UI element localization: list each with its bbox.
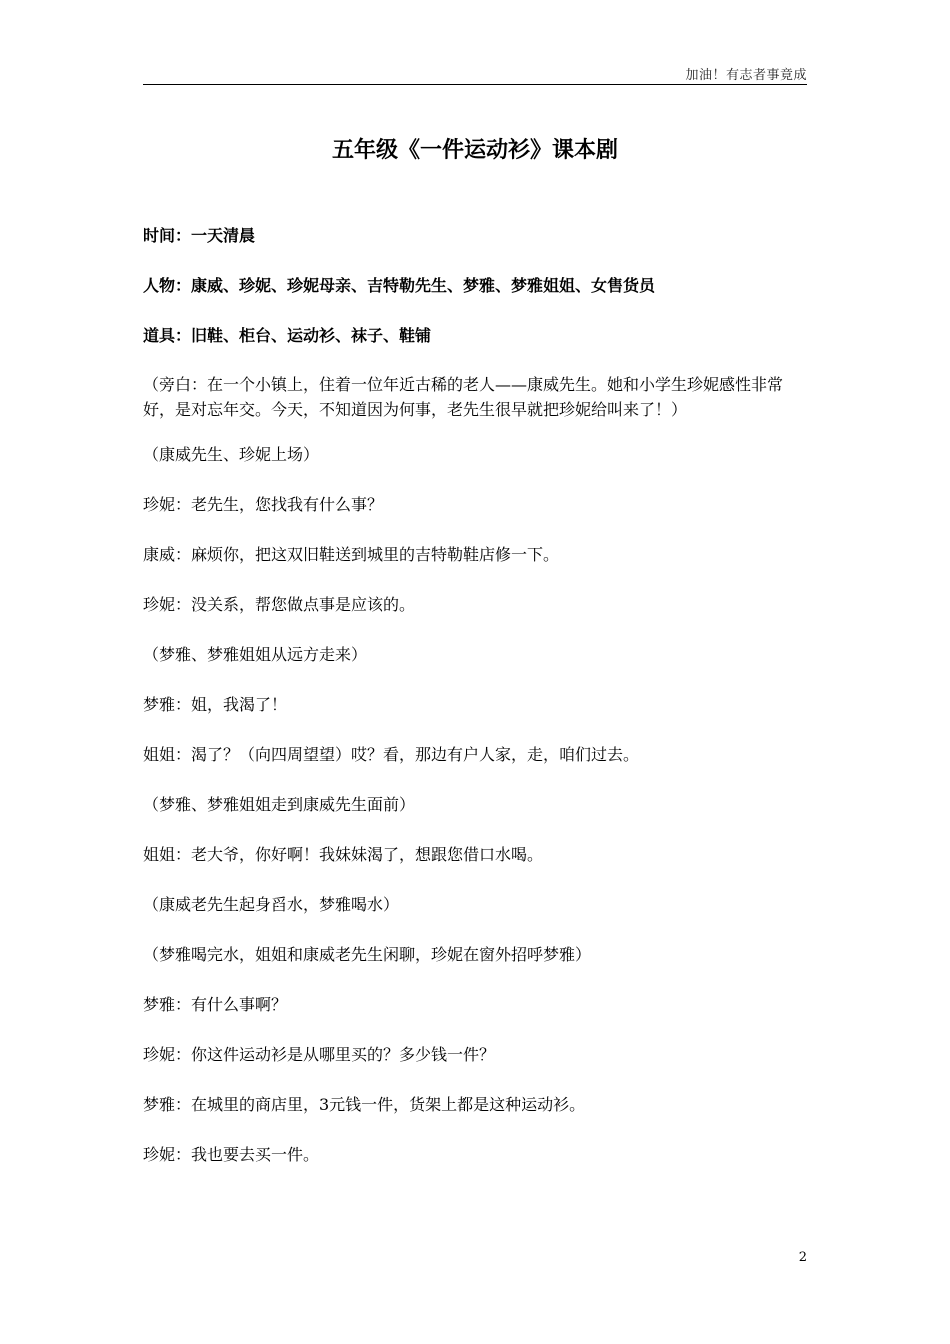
meta-characters: [143, 272, 807, 300]
page-number: 2: [798, 1250, 807, 1265]
script-line: 梦雅：姐，我渴了！: [143, 695, 288, 714]
script-line: 珍妮：老先生，您找我有什么事？: [143, 495, 384, 514]
meta-characters-label: 人物：: [143, 276, 192, 295]
meta-characters-value: 康威、珍妮、珍妮母亲、吉特勒先生、梦雅、梦雅姐姐、女售货员: [191, 276, 656, 295]
document-body: [143, 222, 807, 1192]
header-motto: 加油！有志者事竟成: [685, 68, 807, 83]
meta-props: [143, 322, 807, 350]
meta-time: [143, 222, 807, 250]
script-line: （梦雅、梦雅姐姐从远方走来）: [143, 645, 368, 664]
script-line: 梦雅：在城里的商店里，3元钱一件，货架上都是这种运动衫。: [143, 1095, 586, 1114]
script-line: 康威：麻烦你，把这双旧鞋送到城里的吉特勒鞋店修一下。: [143, 545, 560, 564]
header-divider: [143, 84, 807, 85]
narration-paragraph: （旁白：在一个小镇上，住着一位年近古稀的老人——康威先生。她和小学生珍妮感性非常好，是对忘年交。今天，不知道因为何事，老先生很早就把珍妮给叫来了！）: [143, 375, 784, 419]
meta-props-label: 道具：: [143, 326, 192, 345]
script-line: （梦雅、梦雅姐姐走到康威先生面前）: [143, 795, 416, 814]
script-line: （康威先生、珍妮上场）: [143, 445, 320, 464]
meta-props-value: 旧鞋、柜台、运动衫、袜子、鞋铺: [191, 326, 432, 345]
script-line: 姐姐：渴了？（向四周望望）哎？看，那边有户人家，走，咱们过去。: [143, 745, 640, 764]
meta-time-value: 一天清晨: [191, 226, 256, 245]
document-title: 五年级《一件运动衫》课本剧: [331, 138, 618, 163]
script-line: 珍妮：没关系，帮您做点事是应该的。: [143, 595, 416, 614]
meta-time-label: 时间：: [143, 226, 192, 245]
script-line: 梦雅：有什么事啊？: [143, 995, 288, 1014]
script-line: 珍妮：我也要去买一件。: [143, 1145, 320, 1164]
script-line: （梦雅喝完水，姐姐和康威老先生闲聊，珍妮在窗外招呼梦雅）: [143, 945, 592, 964]
script-line: 姐姐：老大爷，你好啊！我妹妹渴了，想跟您借口水喝。: [143, 845, 544, 864]
script-line: 珍妮：你这件运动衫是从哪里买的？多少钱一件？: [143, 1045, 496, 1064]
script-line: （康威老先生起身舀水，梦雅喝水）: [143, 895, 400, 914]
